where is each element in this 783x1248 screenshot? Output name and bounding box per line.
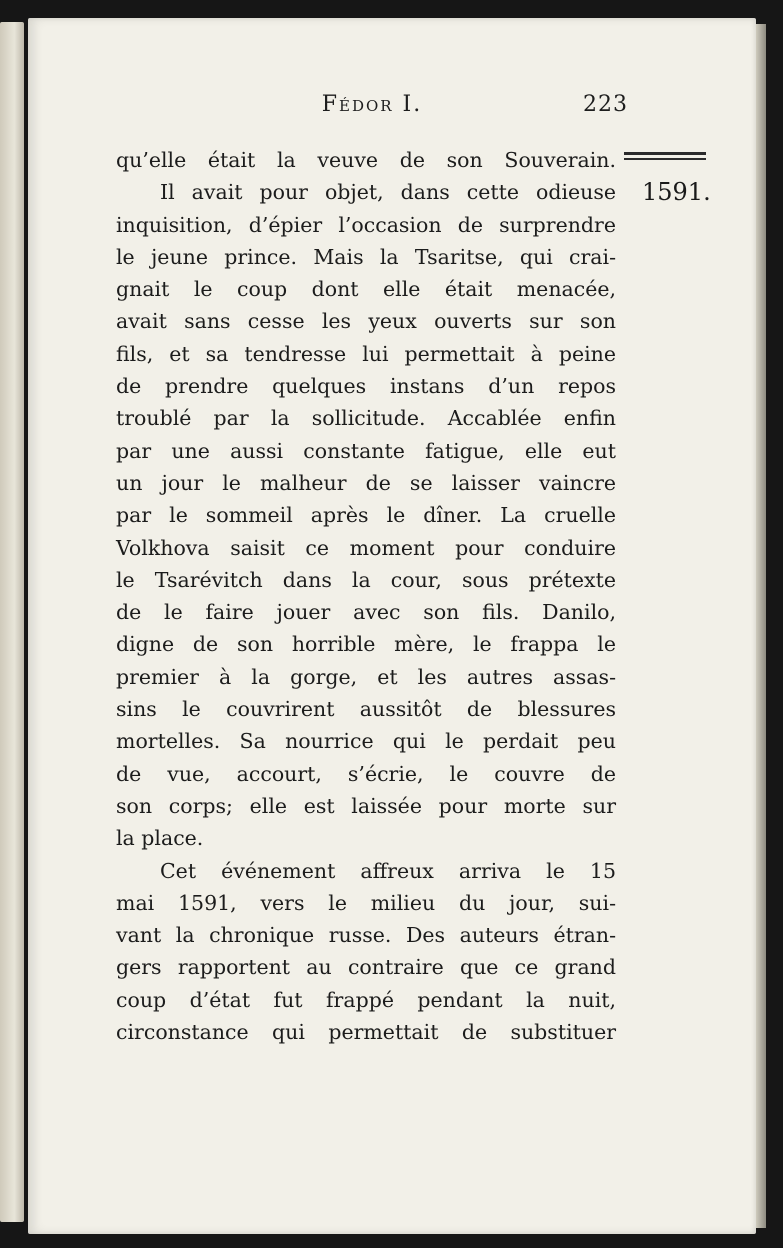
text-line: de vue, accourt, s’écrie, le couvre de xyxy=(116,761,616,786)
text-line: mortelles. Sa nourrice qui le perdait peu xyxy=(116,729,616,754)
text-line: qu’elle était la veuve de son Souverain. xyxy=(116,148,616,172)
text-line: gers rapportent au contraire que ce grand xyxy=(116,955,616,980)
text-line: sins le couvrirent aussitôt de blessures xyxy=(116,697,616,722)
text-line: de prendre quelques instans d’un repos xyxy=(116,374,616,399)
text-line: premier à la gorge, et les autres assas- xyxy=(116,664,616,689)
page-edge-right xyxy=(756,24,766,1228)
text-line: digne de son horrible mère, le frappa le xyxy=(116,632,616,657)
text-line: vant la chronique russe. Des auteurs étran- xyxy=(116,923,616,948)
text-line: le Tsarévitch dans la cour, sous prétexte xyxy=(116,567,616,592)
left-page-edge xyxy=(0,22,24,1222)
text-line: Il avait pour objet, dans cette odieuse xyxy=(160,180,616,205)
text-line: troublé par la sollicitude. Accablée enfin xyxy=(116,406,616,431)
text-line: gnait le coup dont elle était menacée, xyxy=(116,277,616,302)
text-line: de le faire jouer avec son fils. Danilo, xyxy=(116,600,616,625)
text-line: Volkhova saisit ce moment pour conduire xyxy=(116,535,616,560)
text-line: avait sans cesse les yeux ouverts sur son xyxy=(116,309,616,334)
running-title: Fédor I. xyxy=(321,92,423,117)
text-line: inquisition, d’épier l’occasion de surprendre xyxy=(116,212,616,237)
page-number: 223 xyxy=(583,92,628,117)
margin-rule-thin xyxy=(624,158,706,160)
body-text xyxy=(116,144,616,1048)
margin-year: 1591. xyxy=(642,178,711,206)
text-line: la place. xyxy=(116,826,204,851)
text-line: fils, et sa tendresse lui permettait à peine xyxy=(116,341,616,366)
margin-rule xyxy=(624,152,706,155)
text-line: circonstance qui permettait de substituer xyxy=(116,1020,616,1045)
text-line: par le sommeil après le dîner. La cruelle xyxy=(116,503,616,528)
text-line: coup d’état fut frappé pendant la nuit, xyxy=(116,987,616,1012)
text-line: Cet événement affreux arriva le 15 xyxy=(160,858,616,883)
text-line: le jeune prince. Mais la Tsaritse, qui crai- xyxy=(116,244,616,269)
text-line: par une aussi constante fatigue, elle eut xyxy=(116,438,616,463)
text-line: un jour le malheur de se laisser vaincre xyxy=(116,470,616,495)
text-line: son corps; elle est laissée pour morte sur xyxy=(116,793,616,818)
text-line: mai 1591, vers le milieu du jour, sui- xyxy=(116,890,616,915)
running-head xyxy=(116,92,628,126)
